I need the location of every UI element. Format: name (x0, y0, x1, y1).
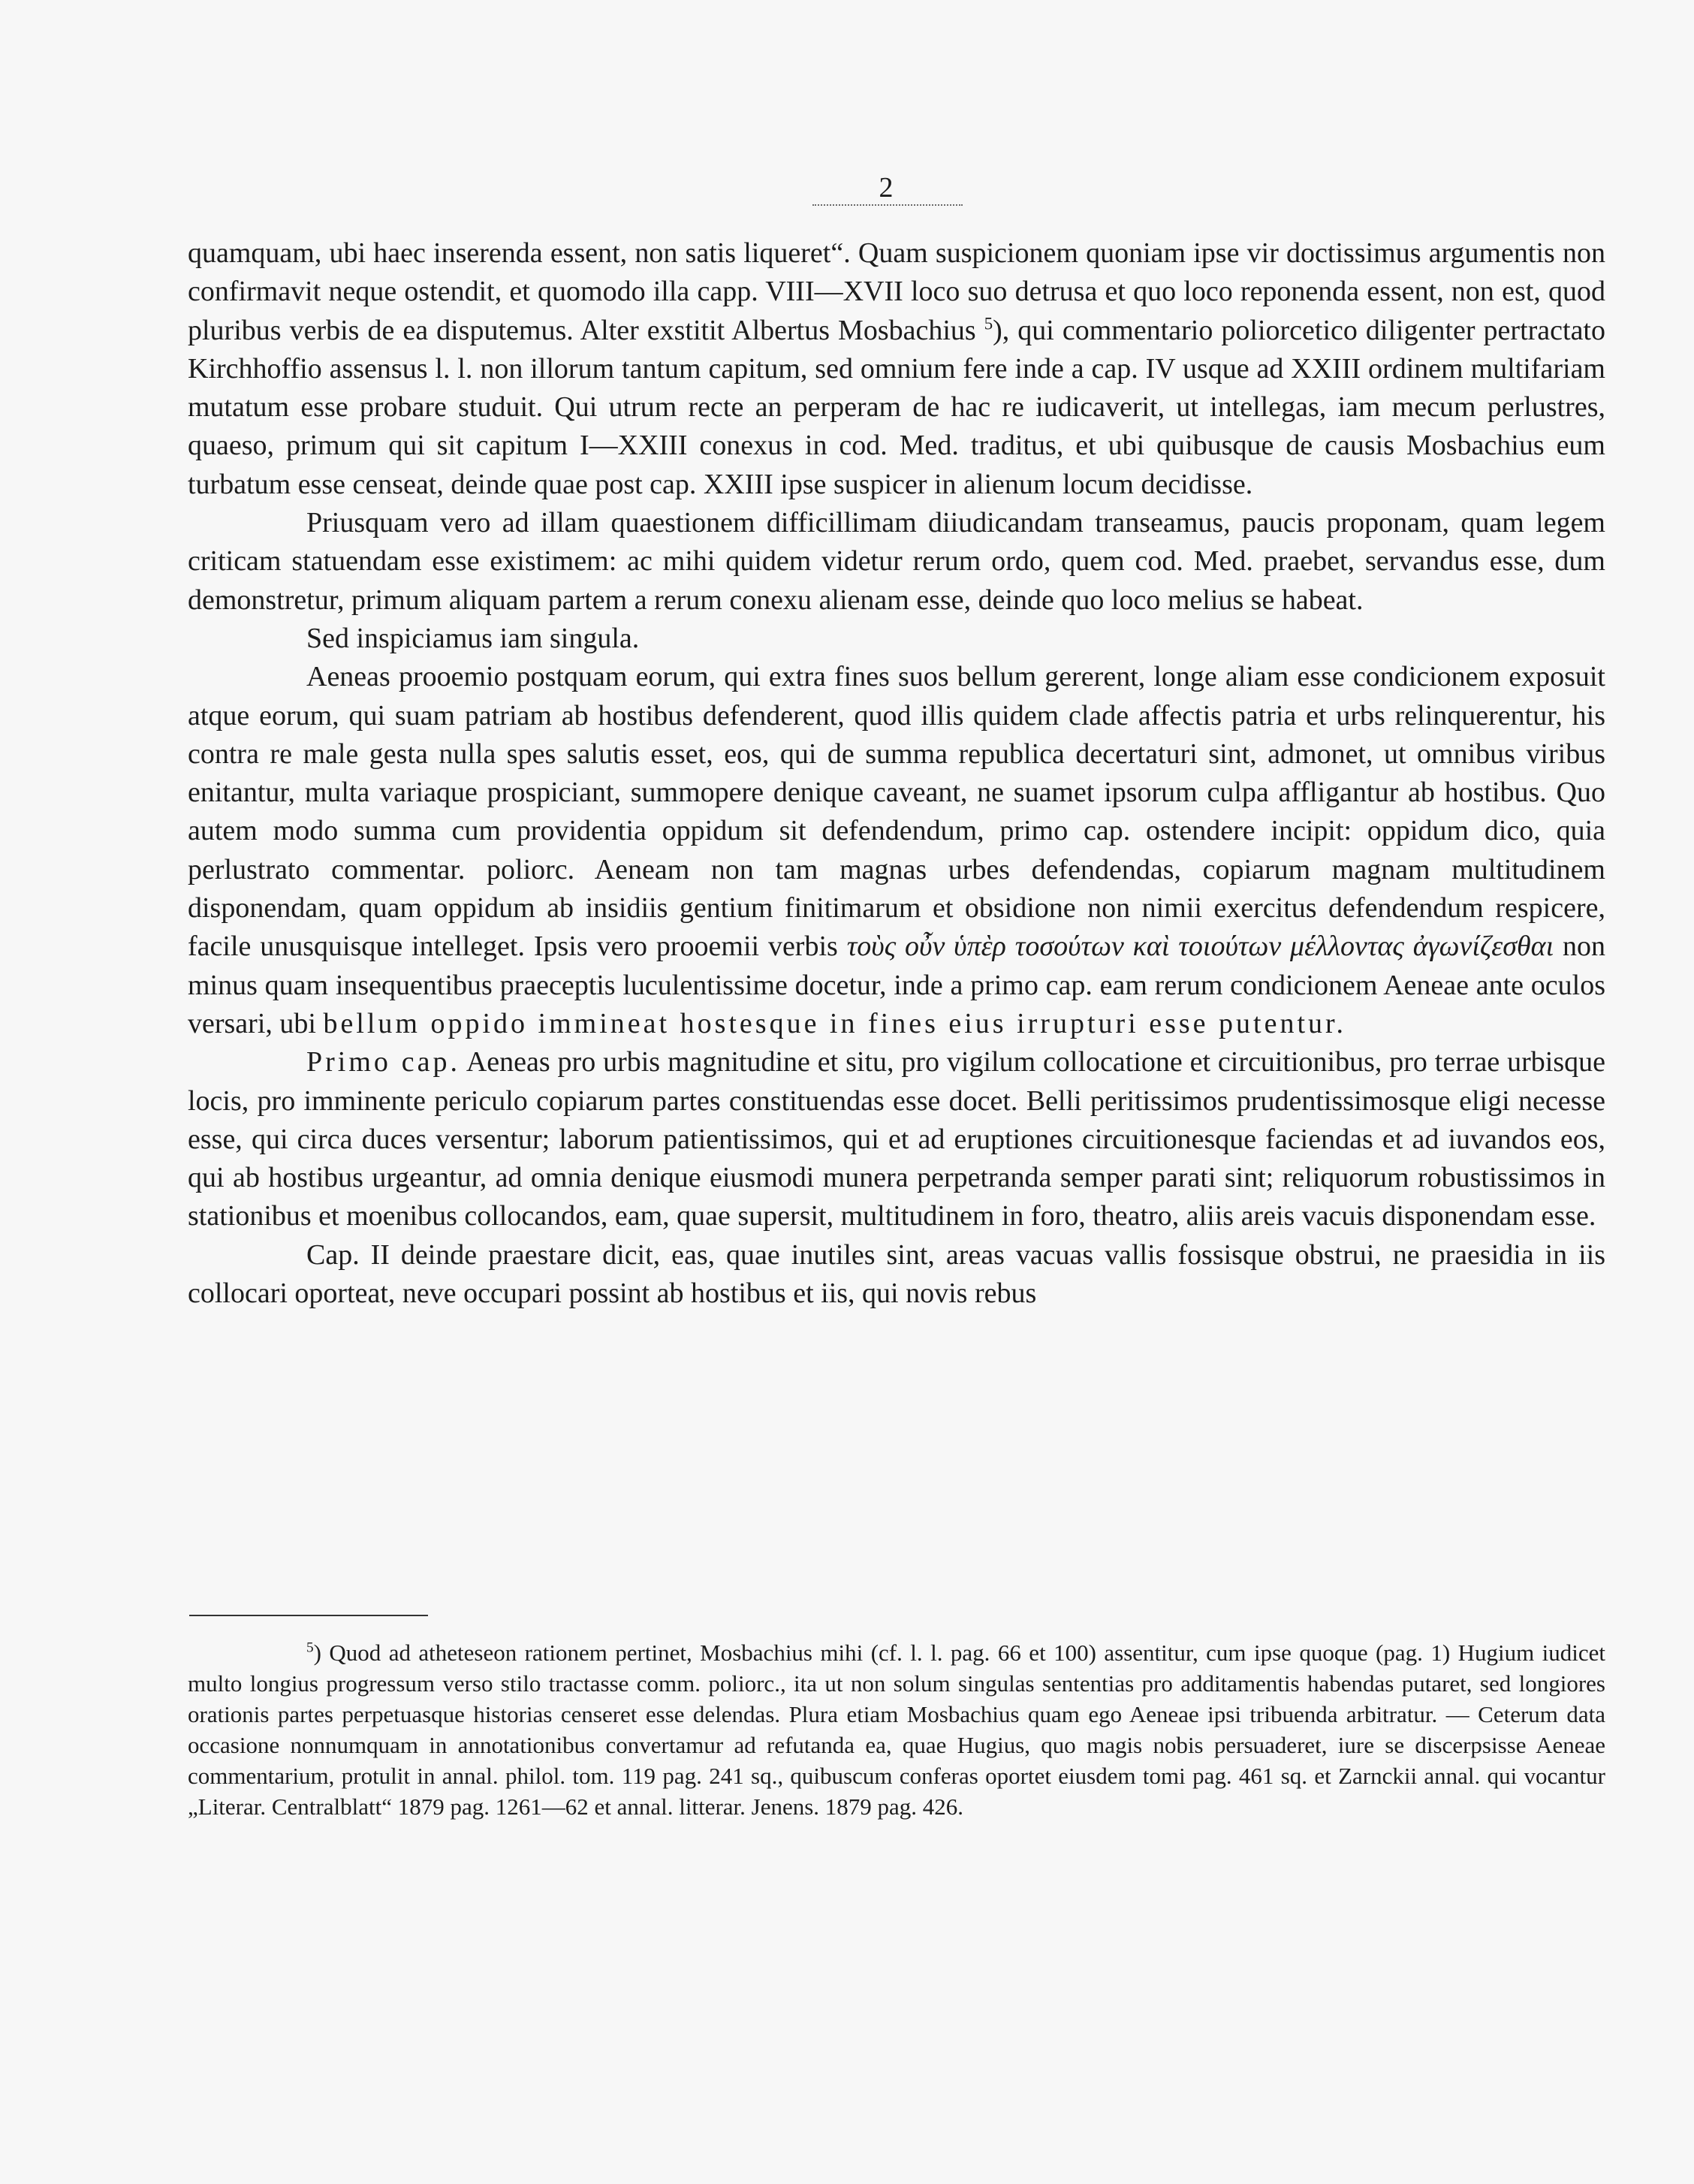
paragraph-2: Priusquam vero ad illam quaestionem difficillimam diiudicandam transeamus, paucis proponam, quam legem criticam statuendam esse existimem: ac mihi quidem videtur rerum ordo, quem cod. Med. praebet, servandus esse, dum demonstretur, primum aliquam partem a rerum conexu alienam esse, deinde quo loco melius se habeat. (188, 507, 1605, 616)
footnote-marker: 5 (984, 313, 993, 333)
paragraph-1: quamquam, ubi haec inserenda essent, non satis liqueret“. Quam suspicionem quoniam ipse vir doctissimus argumentis non confirmavit neque ostendit, et quomodo illa capp. VIII—XVII loco suo detrusa et quo loco reponenda essent, non est, quod pluribus verbis de ea disputemus. Alter exstitit Albertus Mosbachius $^5$), qui commentario poliorcetico diligenter pertractato Kirchhoffio assensus l. l. non illorum tantum capitum, sed omnium fere inde a cap. IV usque ad XXIII ordinem multifariam mutatum esse probare studuit. Qui utrum recte an perperam de hac re iudicaverit, ut intellegas, iam mecum perlustres, quaeso, primum qui sit capitum I—XXIII conexus in cod. Med. traditus, et ubi quibusque de causis Mosbachius eum turbatum esse censeat, deinde quae post cap. XXIII ipse suspicer in alienum locum decidisse. (188, 237, 1605, 500)
footnotes (188, 1637, 1605, 1822)
greek-quotation: τοὺς οὖν ὑπὲρ τοσούτων καὶ τοιούτων μέλλοντας ἀγωνίζεσθαι (846, 931, 1554, 963)
footnote-number: 5 (306, 1640, 314, 1656)
main-text (188, 234, 1605, 1313)
paragraph-aeneas: Aeneas prooemio postquam eorum, qui extra fines suos bellum gererent, longe aliam esse condicionem exposuit atque eorum, qui suam patriam ab hostibus defenderent, quod illis quidem clade affectis patria et urbs relinquerentur, his contra re male gesta nulla spes salutis esset, eos, qui de summa republica decertaturi sint, admonet, ut omnibus viribus enitantur, multa variaque prospiciant, summopere denique caveant, ne suamet ipsorum culpa affligantur ab hostibus. Quo autem modo summa cum providentia oppidum sit defendendum, primo cap. ostendere incipit: oppidum dico, quia perlustrato commentar. poliorc. Aeneam non tam magnas urbes defendendas, copiarum magnam multitudinem disponendam, quam oppidum ab insidiis gentium finitimarum et obsidione non nimii exercitus defendendum respicere, facile unusquisque intelleget. Ipsis vero prooemii verbis τοὺς οὖν ὑπὲρ τοσούτων καὶ τοιούτων μέλλοντας ἀγωνίζεσθαι non minus quam insequentibus praeceptis luculentissime docetur, inde a primo cap. eam rerum condicionem Aeneae ante oculos versari, ubi bellum oppido immineat hostesque in fines eius irrupturi esse putentur. (188, 661, 1606, 1039)
section-lead: Primo cap. (306, 1046, 461, 1078)
paragraph-3: Sed inspiciamus iam singula. (306, 622, 640, 654)
page-number: 2 (879, 172, 894, 204)
page-number-ornament (812, 204, 963, 212)
footnote-divider (189, 1615, 428, 1616)
emphasized-phrase: bellum oppido immineat hostesque in fines eius irrupturi esse putentur. (323, 1007, 1347, 1039)
paragraph-primo-cap: Primo cap. Aeneas pro urbis magnitudine et situ, pro vigilum collocatione et circuitionibus, pro terrae urbisque locis, pro imminente periculo copiarum partes constituendas esse docet. Belli peritissimos prudentissimosque eligi necesse esse, qui circa duces versentur; laborum patientissimos, qui et ad eruptiones circuitionesque faciendas et ad iuvandos eos, qui ab hostibus urgeantur, ad omnia denique eiusmodi munera perpetranda semper parati sint; reliquorum robustissimos in stationibus et moenibus collocandos, eam, quae supersit, multitudinem in foro, theatro, aliis areis vacuis disponendam esse. (188, 1046, 1606, 1232)
paragraph-cap-2: Cap. II deinde praestare dicit, eas, quae inutiles sint, areas vacuas vallis fossisque obstrui, ne praesidia in iis collocari oporteat, neve occupari possint ab hostibus et iis, qui novis rebus (188, 1238, 1605, 1310)
footnote-5: $^5$) Quod ad atheteseon rationem pertinet, Mosbachius mihi (cf. l. l. pag. 66 et 100) assentitur, cum ipse quoque (pag. 1) Hugium iudicet multo longius progressum verso stilo tractasse comm. poliorc., ita ut non solum singulas sententias pro additamentis habendas putaret, sed longiores orationis partes perpetuasque historias censeret esse delendas. Plura etiam Mosbachius quam ego Aeneae ipsi tribuenda arbitratur. — Ceterum data occasione nonnumquam in annotationibus convertamur ad refutanda ea, quae Hugius, quo magis nobis persuaderet, iure se discerpsisse Aeneae commentarium, protulit in annal. philol. tom. 119 pag. 241 sq., quibuscum conferas oportet eiusdem tomi pag. 461 sq. et Zarnckii annal. qui vocantur „Literar. Centralblatt“ 1879 pag. 1261—62 et annal. litterar. Jenens. 1879 pag. 426. (188, 1640, 1605, 1820)
